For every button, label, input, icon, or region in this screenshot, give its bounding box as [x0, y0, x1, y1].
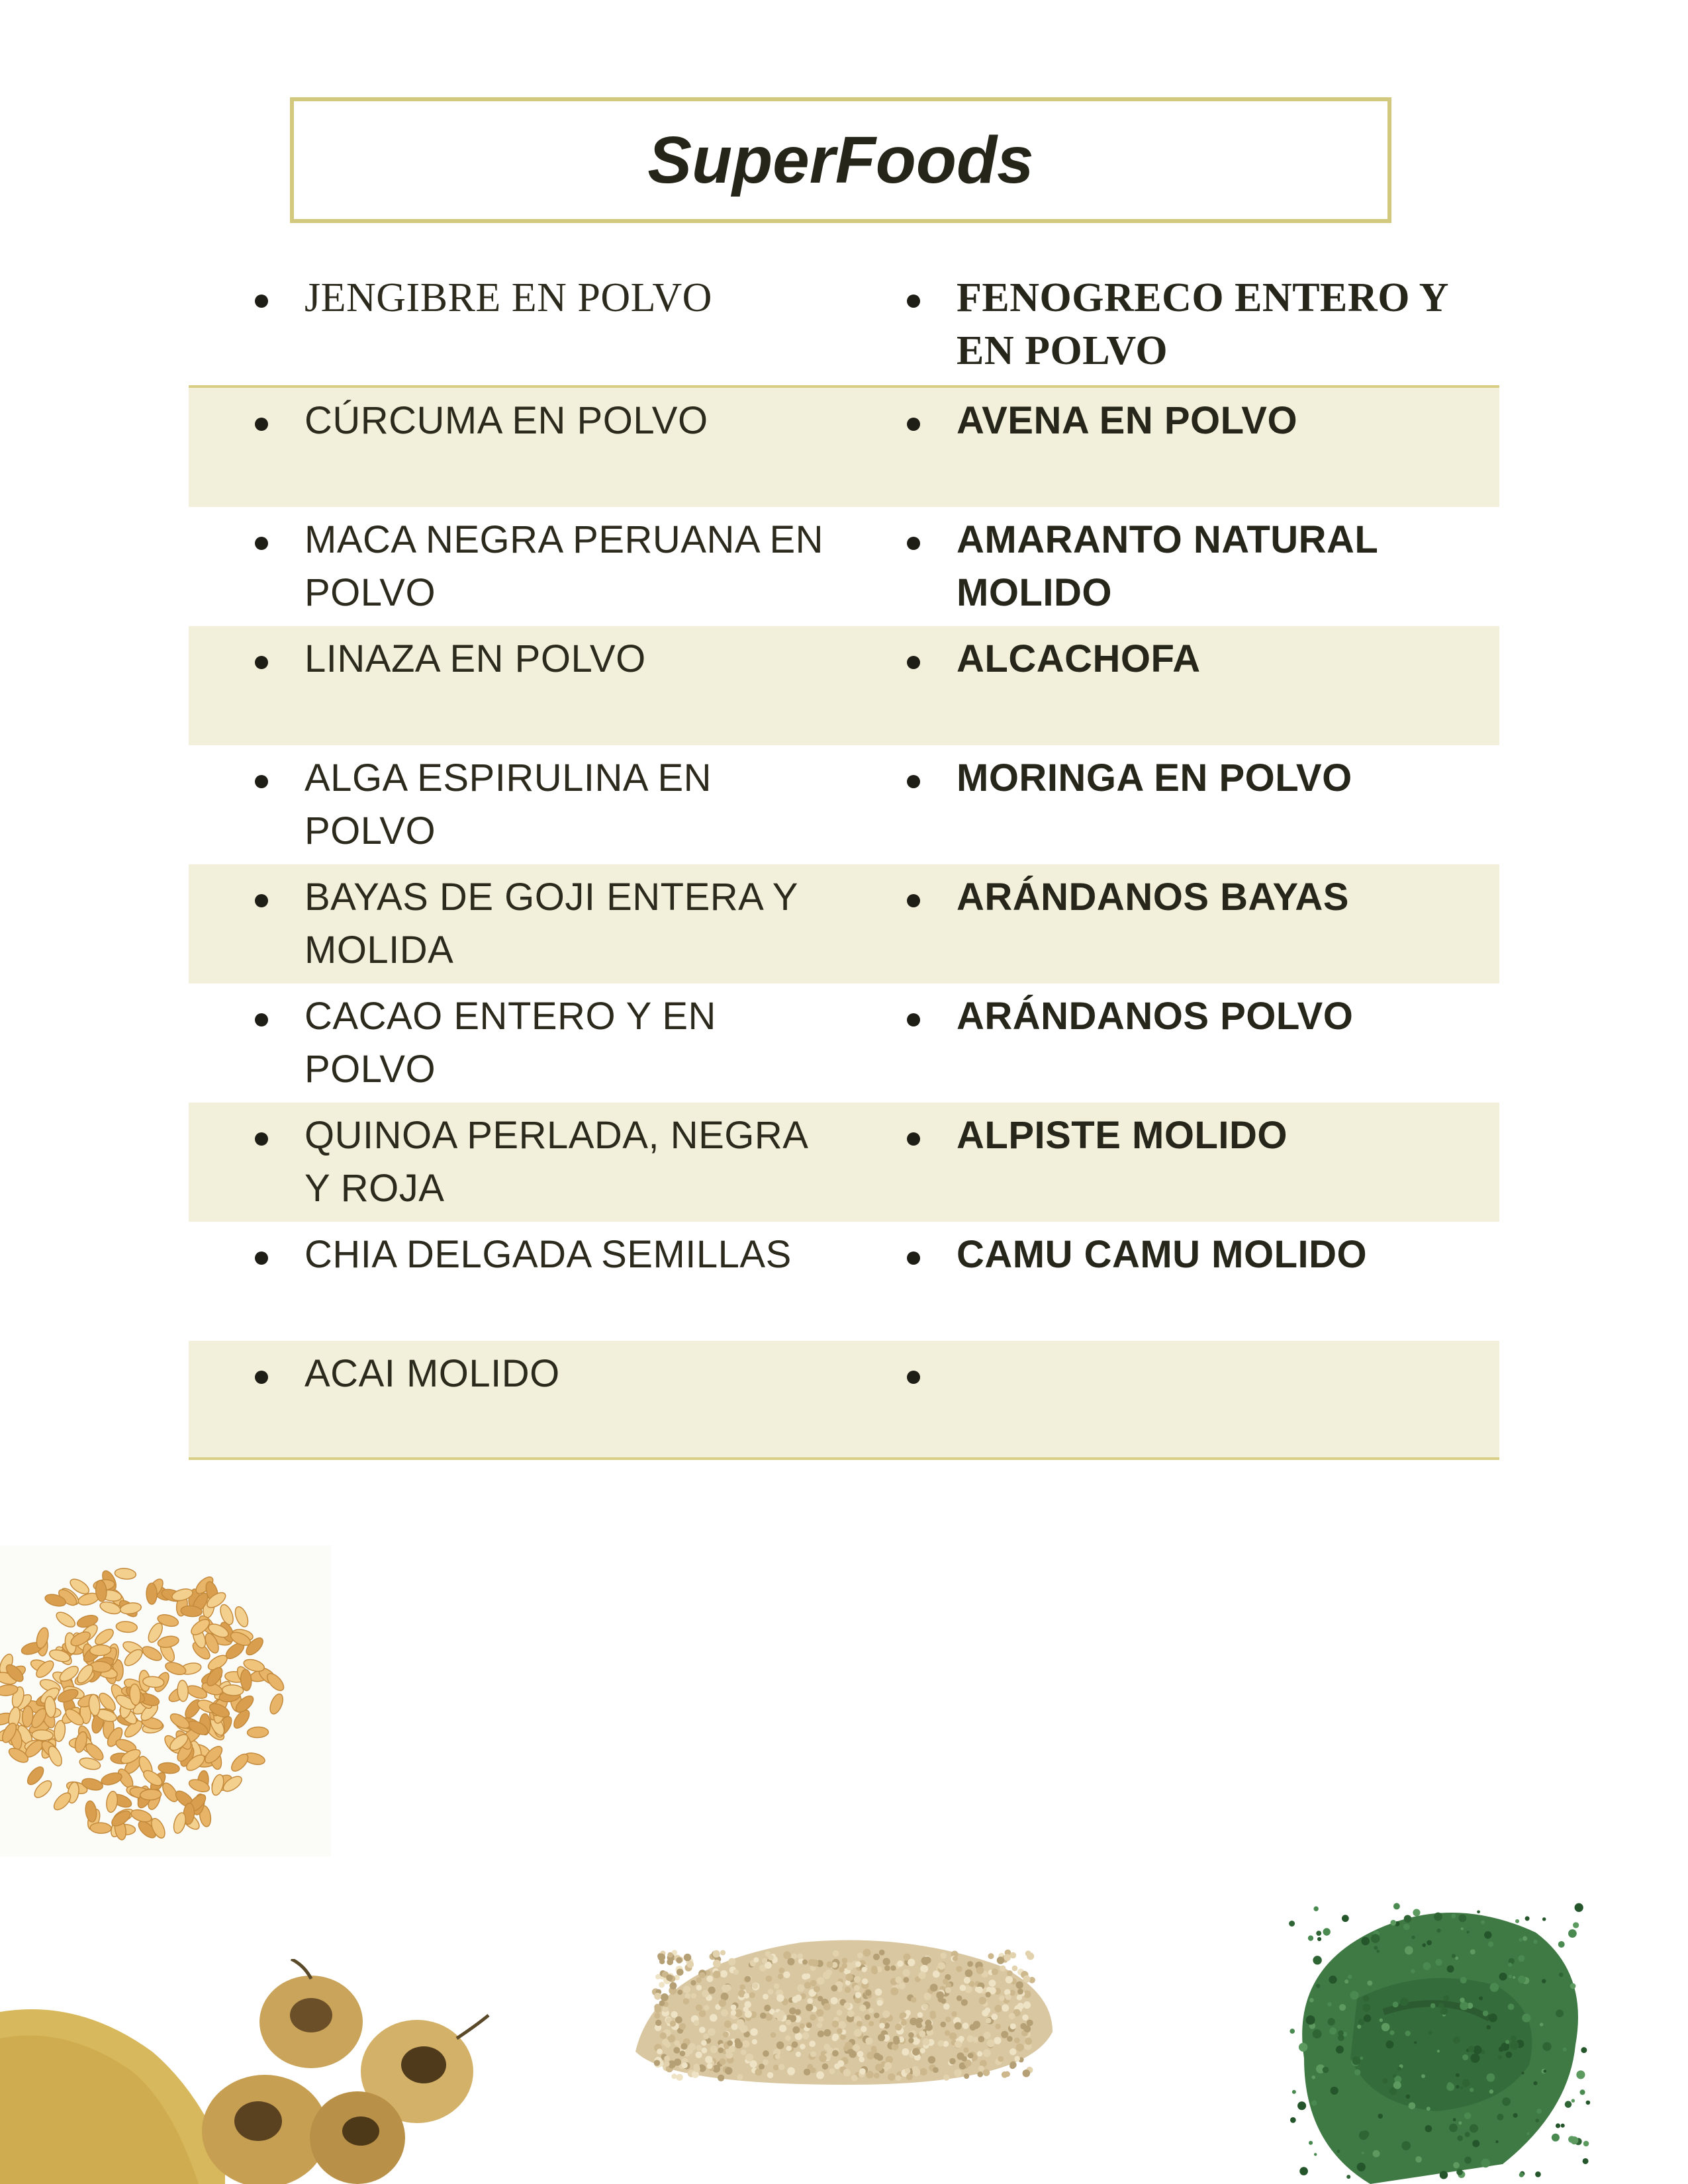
list-item: ALCACHOFA [844, 626, 1499, 745]
list-item [844, 1341, 1499, 1457]
list-item: CACAO ENTERO Y EN POLVO [189, 983, 844, 1103]
list-item: ALPISTE MOLIDO [844, 1103, 1499, 1222]
page-title: SuperFoods [647, 122, 1034, 197]
list-row [189, 626, 1499, 745]
list-row [189, 745, 1499, 864]
list-item: ALGA ESPIRULINA EN POLVO [189, 745, 844, 864]
list-item: ACAI MOLIDO [189, 1341, 844, 1457]
list-row [189, 265, 1499, 388]
title-box [290, 97, 1391, 223]
flax-seeds-image [0, 1545, 331, 1856]
list-item: FENOGRECO ENTERO Y EN POLVO [844, 265, 1499, 385]
list-item: ARÁNDANOS POLVO [844, 983, 1499, 1103]
list-row [189, 983, 1499, 1103]
list-row [189, 388, 1499, 507]
list-item: LINAZA EN POLVO [189, 626, 844, 745]
maca-root-image [0, 1959, 490, 2184]
list-item: CHIA DELGADA SEMILLAS [189, 1222, 844, 1341]
list-item: MORINGA EN POLVO [844, 745, 1499, 864]
list-item: AVENA EN POLVO [844, 388, 1499, 507]
list-item: AMARANTO NATURAL MOLIDO [844, 507, 1499, 626]
list-row [189, 1341, 1499, 1460]
list-row [189, 1103, 1499, 1222]
list-item: CAMU CAMU MOLIDO [844, 1222, 1499, 1341]
list-item: QUINOA PERLADA, NEGRA Y ROJA [189, 1103, 844, 1222]
list-item: ARÁNDANOS BAYAS [844, 864, 1499, 983]
spirulina-powder-image [1278, 1893, 1595, 2184]
list-row [189, 1222, 1499, 1341]
list-item: JENGIBRE EN POLVO [189, 265, 844, 385]
quinoa-seeds-image [629, 1926, 1059, 2091]
list-row [189, 507, 1499, 626]
list-item: CÚRCUMA EN POLVO [189, 388, 844, 507]
superfoods-list [189, 265, 1499, 1460]
list-row [189, 864, 1499, 983]
list-item: MACA NEGRA PERUANA EN POLVO [189, 507, 844, 626]
list-item: BAYAS DE GOJI ENTERA Y MOLIDA [189, 864, 844, 983]
